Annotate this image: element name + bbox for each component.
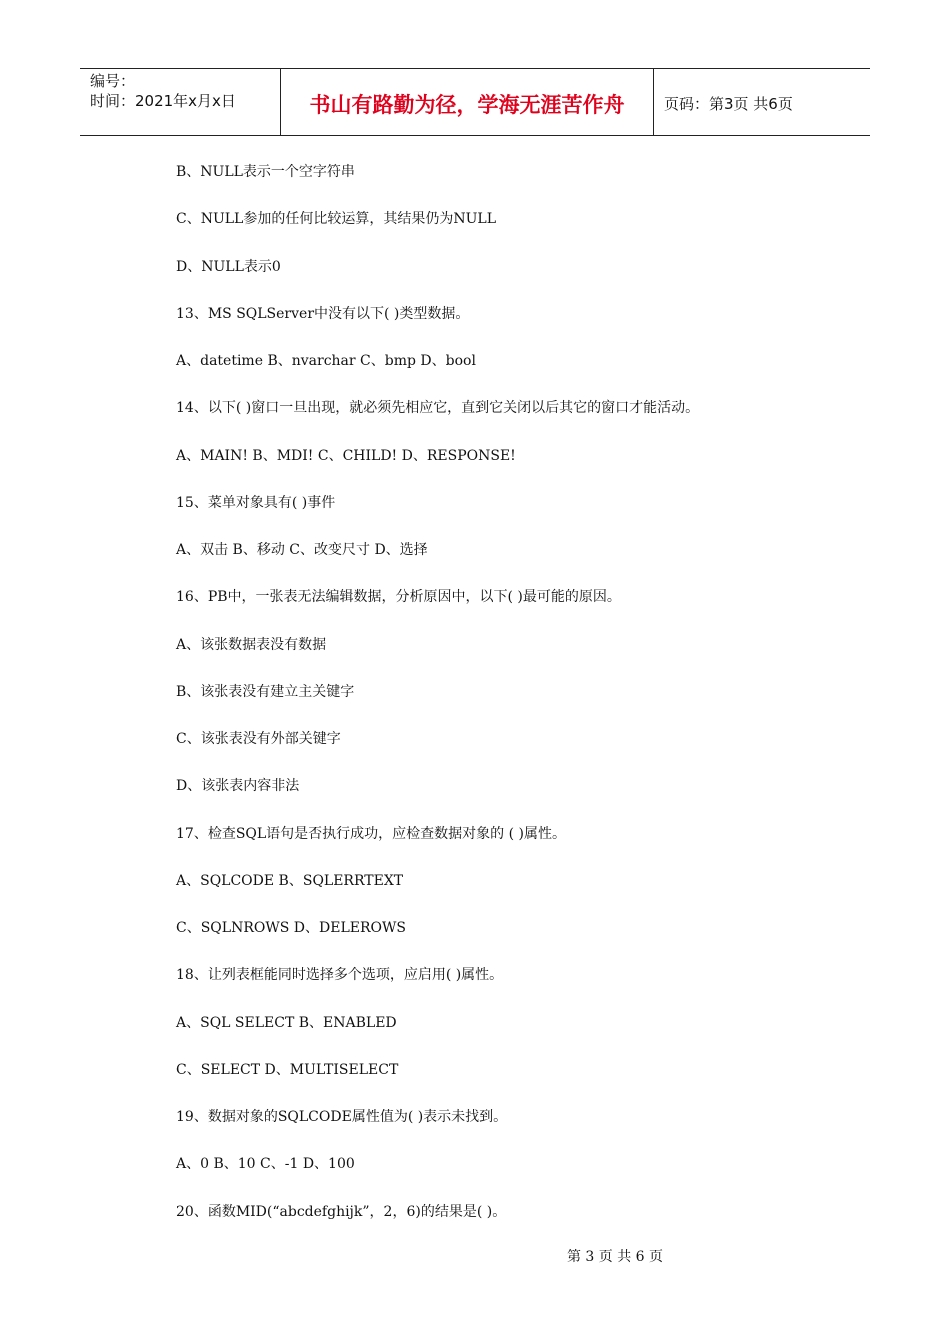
question-line: 17、检查SQL语句是否执行成功，应检查数据对象的 ( )属性。 bbox=[176, 825, 567, 842]
options-line: C、该张表没有外部关键字 bbox=[176, 731, 341, 747]
text-line: C、NULL参加的任何比较运算，其结果仍为NULL bbox=[176, 211, 496, 228]
page-header bbox=[80, 68, 870, 136]
document-time-label: 时间：2021年x月x日 bbox=[90, 92, 236, 110]
options-line: A、0 B、10 C、-1 D、100 bbox=[176, 1156, 355, 1173]
options-line: B、该张表没有建立主关键字 bbox=[176, 683, 355, 700]
options-line: A、双击 B、移动 C、改变尺寸 D、选择 bbox=[176, 542, 428, 558]
options-line: A、datetime B、nvarchar C、bmp D、bool bbox=[176, 353, 476, 369]
header-motto: 书山有路勤为径，学海无涯苦作舟 bbox=[281, 69, 654, 135]
options-line: A、MAIN! B、MDI! C、CHILD! D、RESPONSE! bbox=[176, 447, 516, 464]
question-line: 20、函数MID(“abcdefghijk”，2，6)的结果是( )。 bbox=[176, 1203, 507, 1220]
question-line: 16、PB中，一张表无法编辑数据，分析原因中，以下( )最可能的原因。 bbox=[176, 589, 621, 606]
header-meta bbox=[80, 69, 281, 135]
options-line: A、SQL SELECT B、ENABLED bbox=[176, 1014, 397, 1031]
options-line: A、SQLCODE B、SQLERRTEXT bbox=[176, 872, 404, 889]
question-line: 19、数据对象的SQLCODE属性值为( )表示未找到。 bbox=[176, 1109, 508, 1125]
question-line: 15、菜单对象具有( )事件 bbox=[176, 494, 336, 511]
options-line: D、该张表内容非法 bbox=[176, 778, 300, 795]
question-list bbox=[176, 160, 876, 1247]
question-line: 13、MS SQLServer中没有以下( )类型数据。 bbox=[176, 305, 470, 322]
options-line: A、该张数据表没有数据 bbox=[176, 636, 327, 653]
options-line: C、SELECT D、MULTISELECT bbox=[176, 1061, 399, 1078]
question-line: 14、以下( )窗口一旦出现，就必须先相应它，直到它关闭以后其它的窗口才能活动。 bbox=[176, 400, 700, 417]
question-line: 18、让列表框能同时选择多个选项，应启用( )属性。 bbox=[176, 967, 504, 984]
text-line: B、NULL表示一个空字符串 bbox=[176, 164, 355, 180]
page-footer: 第 3 页 共 6 页 bbox=[566, 1249, 664, 1265]
header-page-info: 页码：第3页 共6页 bbox=[664, 94, 793, 113]
text-line: D、NULL表示0 bbox=[176, 258, 281, 275]
document-number-label: 编号： bbox=[90, 72, 136, 90]
options-line: C、SQLNROWS D、DELEROWS bbox=[176, 920, 406, 936]
